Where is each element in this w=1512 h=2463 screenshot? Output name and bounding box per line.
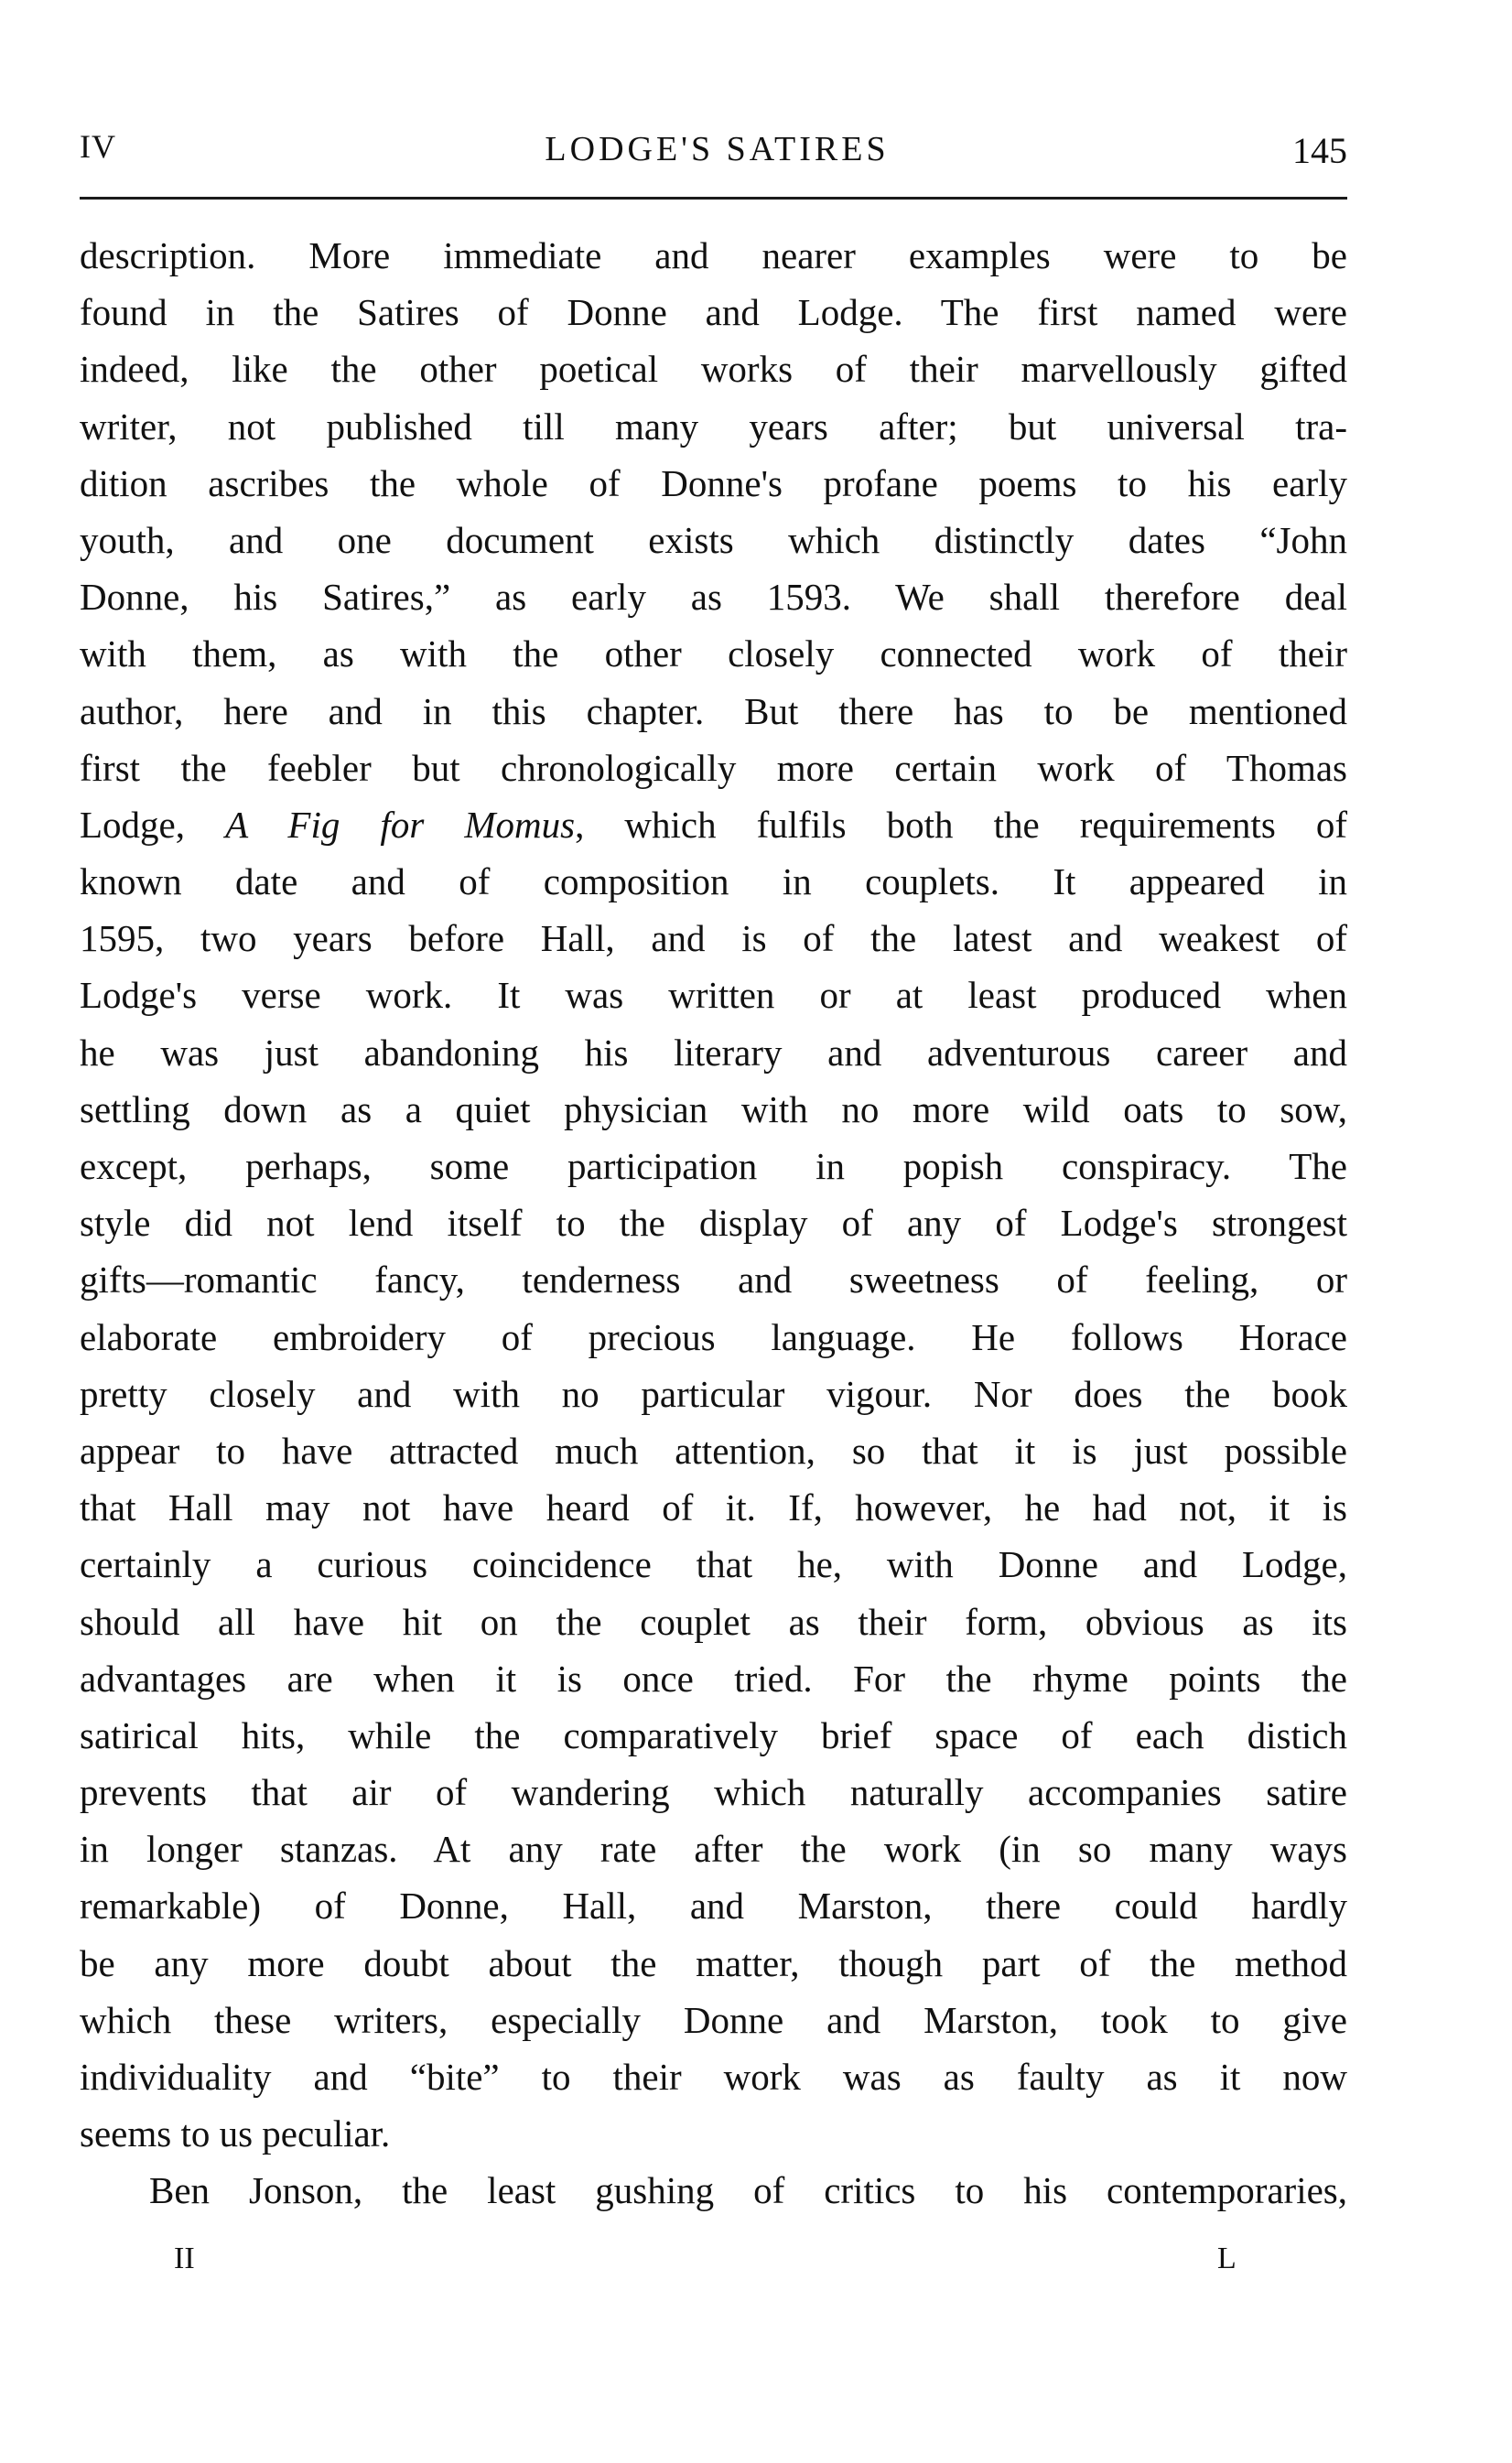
text-line: writer, not published till many years after; but universal tra- bbox=[80, 405, 1347, 448]
signature-volume-mark: II bbox=[174, 2242, 195, 2275]
text-line: description. More immediate and nearer examples were to be bbox=[80, 234, 1347, 276]
text-line: first the feebler but chronologically more certain work of Thomas bbox=[80, 746, 1347, 789]
text-line: individuality and “bite” to their work was as faulty as it now bbox=[80, 2056, 1347, 2098]
signature-marks bbox=[0, 2241, 1512, 2277]
text-line: gifts—romantic fancy, tenderness and sweetness of feeling, or bbox=[80, 1259, 1347, 1302]
book-title-italic: A Fig for Momus bbox=[225, 803, 576, 846]
paragraph bbox=[80, 227, 1347, 2162]
text-line-with-title bbox=[80, 796, 1347, 853]
text-line: advantages are when it is once tried. For the rhyme points the bbox=[80, 1657, 1347, 1700]
text-line: youth, and one document exists which distinctly dates “John bbox=[80, 518, 1347, 561]
body-text bbox=[80, 227, 1347, 2220]
text-fragment: , which fulfils both the requirements of bbox=[575, 803, 1347, 846]
text-line: that Hall may not have heard of it. If, however, he had not, it is bbox=[80, 1486, 1347, 1529]
text-line: dition ascribes the whole of Donne's profane poems to his early bbox=[80, 461, 1347, 504]
text-line: pretty closely and with no particular vigour. Nor does the book bbox=[80, 1372, 1347, 1415]
text-line: elaborate embroidery of precious language. He follows Horace bbox=[80, 1315, 1347, 1358]
text-fragment: Lodge, bbox=[80, 803, 226, 846]
text-line: in longer stanzas. At any rate after the work (in so many ways bbox=[80, 1828, 1347, 1871]
text-line: which these writers, especially Donne and Marston, took to give bbox=[80, 1998, 1347, 2041]
text-line: author, here and in this chapter. But there has to be mentioned bbox=[80, 689, 1347, 732]
text-line: settling down as a quiet physician with no more wild oats to sow, bbox=[80, 1087, 1347, 1130]
signature-gathering-mark: L bbox=[1217, 2242, 1237, 2275]
text-line: found in the Satires of Donne and Lodge. The first named were bbox=[80, 291, 1347, 334]
text-line: Donne, his Satires,” as early as 1593. We shall therefore deal bbox=[80, 576, 1347, 619]
text-line: 1595, two years before Hall, and is of the latest and weakest of bbox=[80, 917, 1347, 960]
text-line: prevents that air of wandering which naturally accompanies satire bbox=[80, 1771, 1347, 1814]
text-line: be any more doubt about the matter, though part of the method bbox=[80, 1941, 1347, 1984]
text-line: should all have hit on the couplet as their form, obvious as its bbox=[80, 1600, 1347, 1643]
text-line: certainly a curious coincidence that he, with Donne and Lodge, bbox=[80, 1543, 1347, 1586]
page-number: 145 bbox=[1292, 130, 1347, 171]
header-rule bbox=[80, 197, 1347, 200]
text-line: he was just abandoning his literary and adventurous career and bbox=[80, 1031, 1347, 1074]
chapter-number: IV bbox=[80, 128, 116, 165]
paragraph bbox=[80, 2162, 1347, 2219]
text-line: remarkable) of Donne, Hall, and Marston, there could hardly bbox=[80, 1885, 1347, 1928]
text-line: Lodge's verse work. It was written or at least produced when bbox=[80, 974, 1347, 1017]
text-line: satirical hits, while the comparatively brief space of each distich bbox=[80, 1713, 1347, 1756]
running-title: LODGE'S SATIRES bbox=[545, 130, 890, 168]
text-line: seems to us peculiar. bbox=[80, 2112, 391, 2155]
text-line: with them, as with the other closely connected work of their bbox=[80, 632, 1347, 675]
text-line: indeed, like the other poetical works of their marvellously gifted bbox=[80, 348, 1347, 391]
text-line: except, perhaps, some participation in popish conspiracy. The bbox=[80, 1145, 1347, 1187]
text-line: style did not lend itself to the display of any of Lodge's strongest bbox=[80, 1202, 1347, 1245]
running-head bbox=[80, 126, 1347, 172]
text-line: appear to have attracted much attention, so that it is just possible bbox=[80, 1429, 1347, 1472]
text-line: Ben Jonson, the least gushing of critics to his contemporaries, bbox=[149, 2169, 1347, 2212]
text-line: known date and of composition in couplets. It appeared in bbox=[80, 860, 1347, 903]
